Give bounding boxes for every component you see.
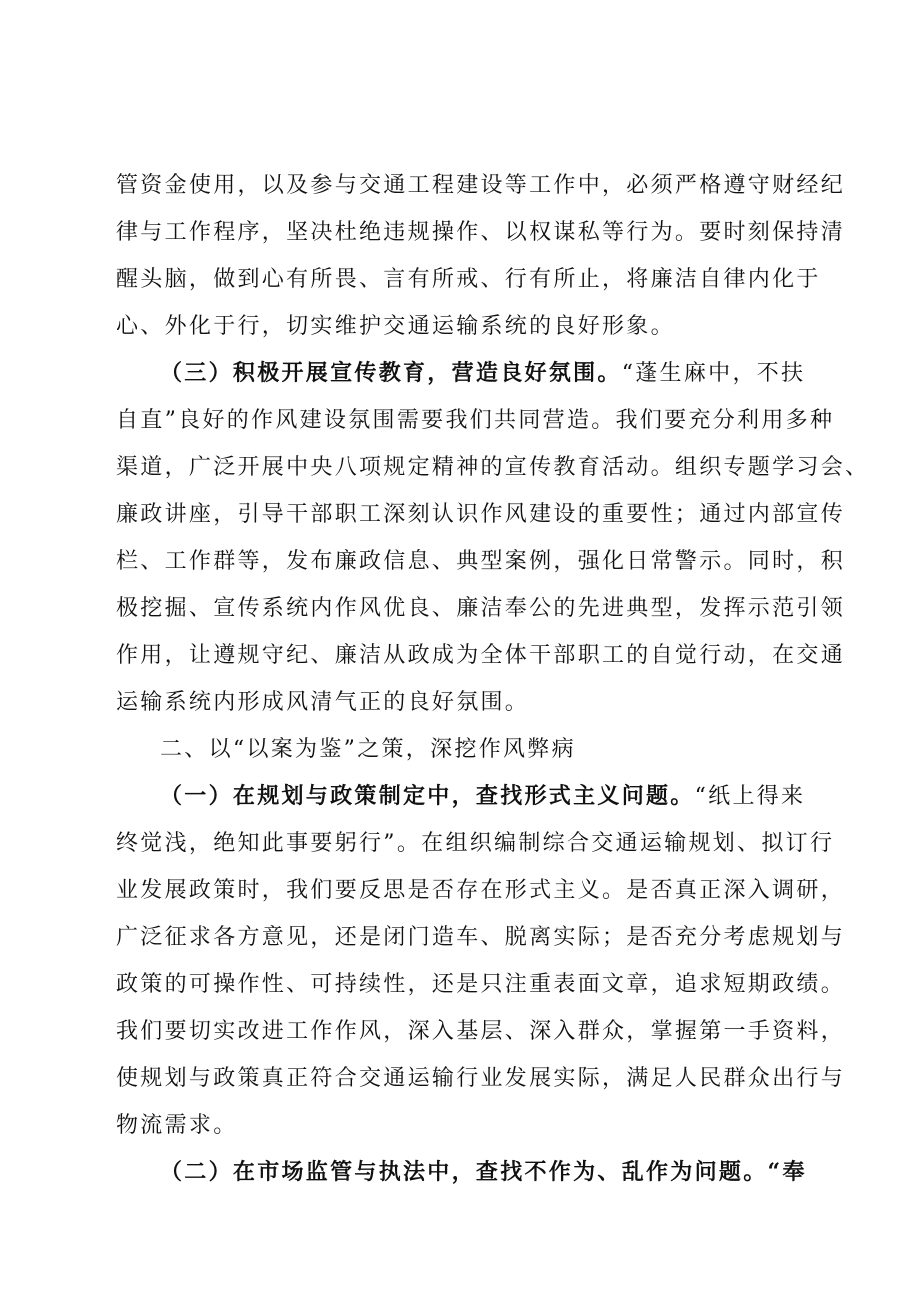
- text-line: 极挖掘、宣传系统内作风优良、廉洁奉公的先进典型，发挥示范引领: [116, 596, 846, 621]
- document-body: [116, 162, 870, 1196]
- text-line: 栏、工作群等，发布廉政信息、典型案例，强化日常警示。同时，积: [116, 549, 846, 574]
- quote-start: “蓬生麻中，不扶: [621, 361, 806, 386]
- text-line: 终觉浅，绝知此事要躬行”。在组织编制综合交通运输规划、拟订行: [116, 831, 835, 856]
- paragraph-4-first-line: [116, 773, 828, 820]
- text-line: 业发展政策时，我们要反思是否存在形式主义。是否真正深入调研，: [116, 878, 846, 903]
- text-line: 运输系统内形成风清气正的良好氛围。: [116, 690, 530, 715]
- text-line: 律与工作程序，坚决杜绝违规操作、以权谋私等行为。要时刻保持清: [116, 220, 846, 245]
- text-line: 渠道，广泛开展中央八项规定精神的宣传教育活动。组织专题学习会、: [116, 455, 870, 480]
- subheading-3: （三）积极开展宣传教育，营造良好氛围。: [160, 360, 622, 386]
- paragraph-3-first-line: [116, 350, 828, 397]
- text-line: 管资金使用，以及参与交通工程建设等工作中，必须严格遵守财经纪: [116, 173, 846, 198]
- quote-start: “纸上得来: [694, 784, 806, 809]
- text-line: 作用，让遵规守纪、廉洁从政成为全体干部职工的自觉行动，在交通: [116, 643, 846, 668]
- section-heading-2: 二、以“以案为鉴”之策，深挖作风弊病: [160, 737, 576, 762]
- subheading-1: （一）在规划与政策制定中，查找形式主义问题。: [160, 783, 695, 809]
- subheading-2: （二）在市场监管与执法中，查找不作为、乱作为问题。: [160, 1159, 768, 1185]
- text-line: 醒头脑，做到心有所畏、言有所戒、行有所止，将廉洁自律内化于: [116, 267, 821, 292]
- text-line: 心、外化于行，切实维护交通运输系统的良好形象。: [116, 314, 675, 339]
- text-line: 使规划与政策真正符合交通运输行业发展实际，满足人民群众出行与: [116, 1066, 846, 1091]
- text-line: 广泛征求各方意见，还是闭门造车、脱离实际；是否充分考虑规划与: [116, 925, 846, 950]
- text-line: 廉政讲座，引导干部职工深刻认识作风建设的重要性；通过内部宣传: [116, 502, 846, 527]
- paragraph-5-first-line: [116, 1149, 828, 1196]
- text-line: 政策的可操作性、可持续性，还是只注重表面文章，追求短期政绩。: [116, 972, 846, 997]
- text-line: 自直”良好的作风建设氛围需要我们共同营造。我们要充分利用多种: [116, 408, 835, 433]
- text-line: 物流需求。: [116, 1113, 238, 1138]
- text-line: 我们要切实改进工作作风，深入基层、深入群众，掌握第一手资料，: [116, 1019, 846, 1044]
- quote-start: “奉: [767, 1159, 807, 1185]
